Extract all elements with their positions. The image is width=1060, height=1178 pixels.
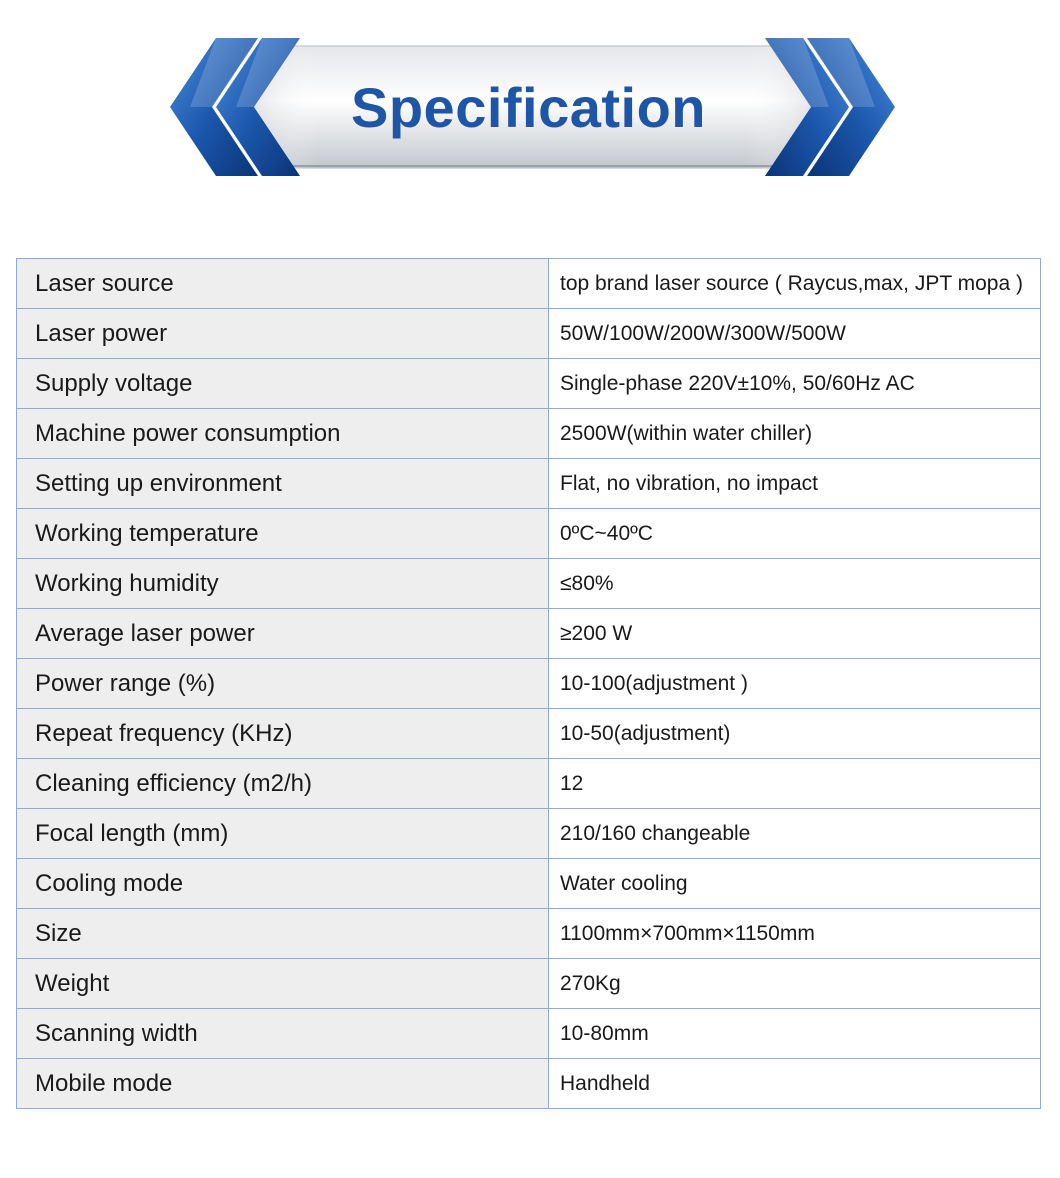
spec-label: Weight xyxy=(17,959,549,1009)
spec-value: Handheld xyxy=(549,1059,1041,1109)
spec-value: 12 xyxy=(549,759,1041,809)
spec-value: 10-50(adjustment) xyxy=(549,709,1041,759)
table-row xyxy=(17,309,1041,359)
spec-value: ≥200 W xyxy=(549,609,1041,659)
spec-value: 2500W(within water chiller) xyxy=(549,409,1041,459)
spec-value: Flat, no vibration, no impact xyxy=(549,459,1041,509)
table-row xyxy=(17,909,1041,959)
specification-table xyxy=(16,258,1041,1109)
table-row xyxy=(17,459,1041,509)
table-row xyxy=(17,759,1041,809)
table-row xyxy=(17,659,1041,709)
table-row xyxy=(17,709,1041,759)
spec-label: Cooling mode xyxy=(17,859,549,909)
table-row xyxy=(17,809,1041,859)
spec-label: Focal length (mm) xyxy=(17,809,549,859)
spec-value: 10-80mm xyxy=(549,1009,1041,1059)
spec-value: Single-phase 220V±10%, 50/60Hz AC xyxy=(549,359,1041,409)
spec-value: 210/160 changeable xyxy=(549,809,1041,859)
spec-label: Laser power xyxy=(17,309,549,359)
spec-value: Water cooling xyxy=(549,859,1041,909)
spec-value: top brand laser source ( Raycus,max, JPT mopa ) xyxy=(549,259,1041,309)
table-row xyxy=(17,359,1041,409)
spec-value: 10-100(adjustment ) xyxy=(549,659,1041,709)
spec-label: Setting up environment xyxy=(17,459,549,509)
spec-label: Average laser power xyxy=(17,609,549,659)
spec-label: Scanning width xyxy=(17,1009,549,1059)
page-title: Specification xyxy=(350,75,707,139)
spec-label: Machine power consumption xyxy=(17,409,549,459)
table-row xyxy=(17,859,1041,909)
spec-label: Size xyxy=(17,909,549,959)
table-row xyxy=(17,609,1041,659)
spec-label: Supply voltage xyxy=(17,359,549,409)
spec-label: Cleaning efficiency (m2/h) xyxy=(17,759,549,809)
specification-banner xyxy=(170,34,895,180)
spec-value: 270Kg xyxy=(549,959,1041,1009)
table-row xyxy=(17,509,1041,559)
table-row xyxy=(17,1009,1041,1059)
spec-value: 50W/100W/200W/300W/500W xyxy=(549,309,1041,359)
spec-label: Repeat frequency (KHz) xyxy=(17,709,549,759)
table-row xyxy=(17,409,1041,459)
spec-value: ≤80% xyxy=(549,559,1041,609)
spec-label: Working humidity xyxy=(17,559,549,609)
table-row xyxy=(17,559,1041,609)
table-row xyxy=(17,959,1041,1009)
spec-label: Laser source xyxy=(17,259,549,309)
table-row xyxy=(17,1059,1041,1109)
spec-label: Working temperature xyxy=(17,509,549,559)
specification-table-body xyxy=(17,259,1041,1109)
spec-value: 0ºC~40ºC xyxy=(549,509,1041,559)
spec-label: Mobile mode xyxy=(17,1059,549,1109)
table-row xyxy=(17,259,1041,309)
spec-value: 1100mm×700mm×1150mm xyxy=(549,909,1041,959)
spec-label: Power range (%) xyxy=(17,659,549,709)
